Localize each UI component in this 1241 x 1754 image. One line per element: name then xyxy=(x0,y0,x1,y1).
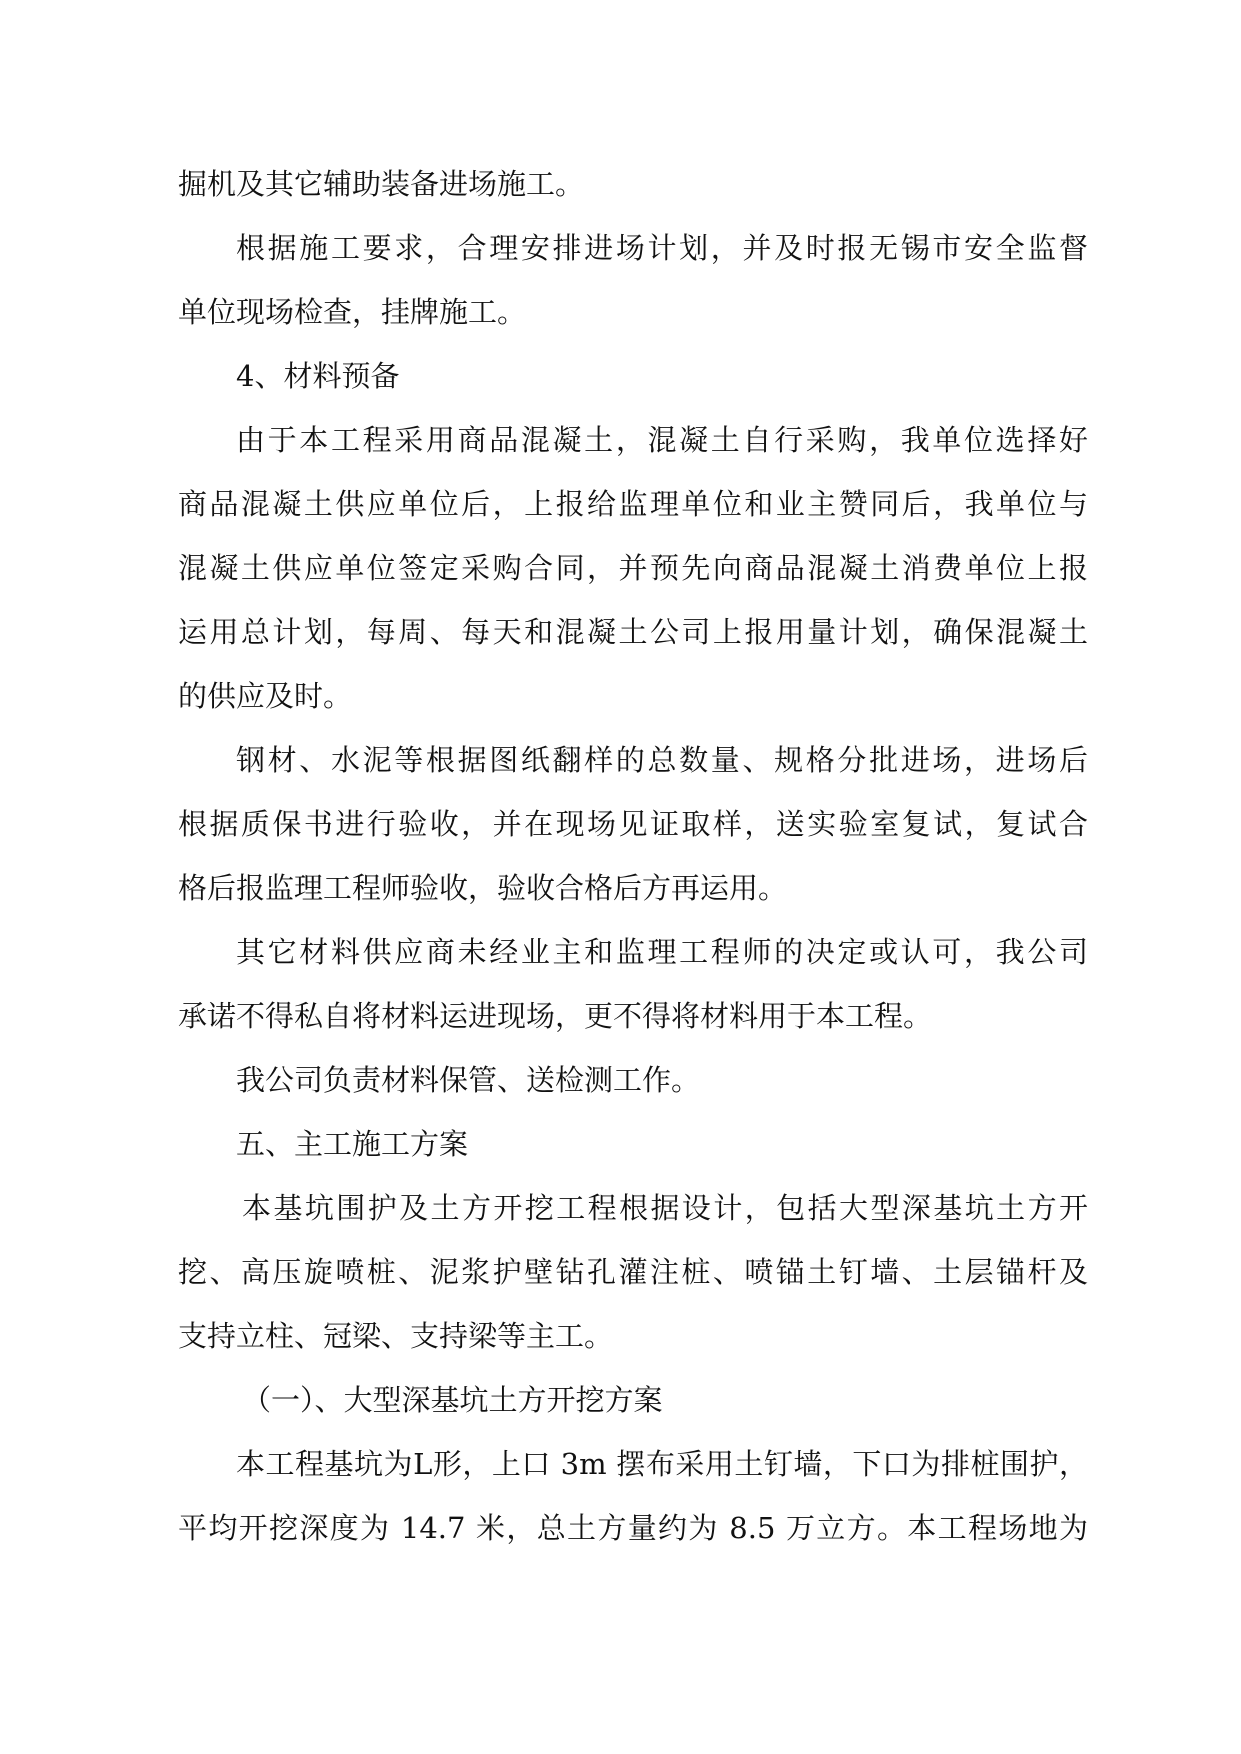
body-text xyxy=(178,152,1088,1560)
text-line-1: 掘机及其它辅助装备进场施工。 xyxy=(178,167,585,201)
text-line-13: 其它材料供应商未经业主和监理工程师的决定或认可，我公司 xyxy=(236,935,1088,969)
subsection-heading-excavation: （一）、大型深基坑土方开挖方案 xyxy=(242,1383,663,1417)
text-line-15: 我公司负责材料保管、送检测工作。 xyxy=(236,1063,701,1097)
text-line-21: 本工程基坑为L形，上口 3m 摆布采用土钉墙，下口为排桩围护， xyxy=(236,1447,1088,1481)
text-line-2: 根据施工要求，合理安排进场计划，并及时报无锡市安全监督 xyxy=(236,231,1088,265)
text-line-10: 钢材、水泥等根据图纸翻样的总数量、规格分批进场，进场后 xyxy=(236,743,1088,777)
text-line-14: 承诺不得私自将材料运进现场，更不得将材料用于本工程。 xyxy=(178,999,933,1033)
text-line-19: 支持立柱、冠梁、支持梁等主工。 xyxy=(178,1319,614,1353)
text-line-12: 格后报监理工程师验收，验收合格后方再运用。 xyxy=(178,871,788,905)
section-heading-materials: 4、材料预备 xyxy=(236,359,400,393)
text-line-17: 本基坑围护及土方开挖工程根据设计，包括大型深基坑土方开 xyxy=(242,1191,1088,1225)
text-line-22: 平均开挖深度为 14.7 米，总土方量约为 8.5 万立方。本工程场地为 xyxy=(178,1511,1088,1545)
text-line-5: 由于本工程采用商品混凝土，混凝土自行采购，我单位选择好 xyxy=(236,423,1088,457)
text-line-9: 的供应及时。 xyxy=(178,679,353,713)
text-line-3: 单位现场检查，挂牌施工。 xyxy=(178,295,527,329)
section-heading-main-construction: 五、主工施工方案 xyxy=(236,1127,469,1161)
text-line-8: 运用总计划，每周、每天和混凝土公司上报用量计划，确保混凝土 xyxy=(178,615,1088,649)
text-line-18: 挖、高压旋喷桩、泥浆护壁钻孔灌注桩、喷锚土钉墙、土层锚杆及 xyxy=(178,1255,1088,1289)
text-line-11: 根据质保书进行验收，并在现场见证取样，送实验室复试，复试合 xyxy=(178,807,1088,841)
text-line-6: 商品混凝土供应单位后，上报给监理单位和业主赞同后，我单位与 xyxy=(178,487,1088,521)
text-line-7: 混凝土供应单位签定采购合同，并预先向商品混凝土消费单位上报 xyxy=(178,551,1088,585)
